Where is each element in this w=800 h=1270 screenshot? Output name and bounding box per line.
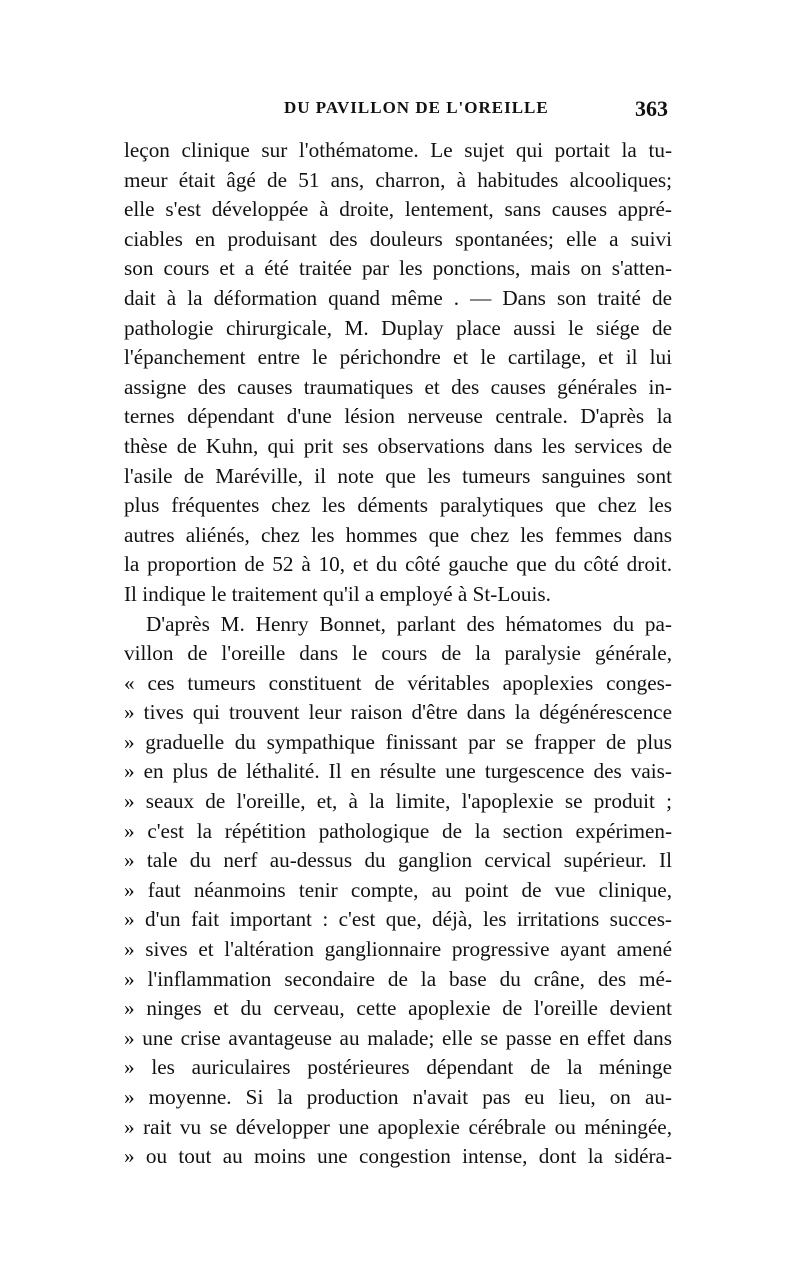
text-line: dait à la déformation quand même . — Dans son traité de xyxy=(124,285,672,310)
text-line: » une crise avantageuse au malade; elle se passe en effet dans xyxy=(124,1025,672,1050)
text-line: plus fréquentes chez les déments paralytiques que chez les xyxy=(124,493,672,518)
text-line: » c'est la répétition pathologique de la section expérimen- xyxy=(124,818,672,843)
text-line: leçon clinique sur l'othématome. Le sujet qui portait la tu- xyxy=(124,138,672,162)
text-line: » sives et l'altération ganglionnaire progressive ayant amené xyxy=(124,937,672,962)
text-line: autres aliénés, chez les hommes que chez les femmes dans xyxy=(124,522,672,547)
text-line: elle s'est développée à droite, lentement, sans causes appré- xyxy=(124,197,672,222)
text-line: » rait vu se développer une apoplexie cérébrale ou méningée, xyxy=(124,1114,672,1139)
text-line: l'épanchement entre le périchondre et le cartilage, et il lui xyxy=(124,345,672,370)
text-line: » en plus de léthalité. Il en résulte une turgescence des vais- xyxy=(124,759,672,784)
text-line: meur était âgé de 51 ans, charron, à habitudes alcooliques; xyxy=(124,167,672,192)
text-line: » graduelle du sympathique finissant par se frapper de plus xyxy=(124,729,672,754)
text-line: » d'un fait important : c'est que, déjà, les irritations succes- xyxy=(124,907,672,932)
body-text xyxy=(124,136,672,1172)
text-line: » l'inflammation secondaire de la base du crâne, des mé- xyxy=(124,966,672,991)
text-line: » seaux de l'oreille, et, à la limite, l'apoplexie se produit ; xyxy=(124,789,672,814)
paragraph-container xyxy=(124,136,672,1172)
text-line: » tale du nerf au-dessus du ganglion cervical supérieur. Il xyxy=(124,848,672,873)
text-line: l'asile de Maréville, il note que les tumeurs sanguines sont xyxy=(124,463,672,488)
text-line: la proportion de 52 à 10, et du côté gauche que du côté droit. xyxy=(124,552,672,577)
text-line: thèse de Kuhn, qui prit ses observations dans les services de xyxy=(124,433,672,458)
page-number: 363 xyxy=(635,96,668,121)
text-line: « ces tumeurs constituent de véritables apoplexies conges- xyxy=(124,670,672,695)
text-line: » ou tout au moins une congestion intense, dont la sidéra- xyxy=(124,1144,672,1169)
text-line: pathologie chirurgicale, M. Duplay place aussi le siége de xyxy=(124,315,672,340)
text-line: assigne des causes traumatiques et des causes générales in- xyxy=(124,374,672,399)
running-title: DU PAVILLON DE L'OREILLE xyxy=(284,98,549,117)
text-line: » tives qui trouvent leur raison d'être dans la dégénérescence xyxy=(124,700,672,725)
text-line: ciables en produisant des douleurs spontanées; elle a suivi xyxy=(124,226,672,251)
text-line: » les auriculaires postérieures dépendant de la méninge xyxy=(124,1055,672,1080)
text-line: » faut néanmoins tenir compte, au point de vue clinique, xyxy=(124,877,672,902)
running-header xyxy=(124,96,672,128)
text-line: D'après M. Henry Bonnet, parlant des hématomes du pa- xyxy=(146,611,672,636)
text-line: ternes dépendant d'une lésion nerveuse centrale. D'après la xyxy=(124,404,672,429)
text-line: » moyenne. Si la production n'avait pas eu lieu, on au- xyxy=(124,1085,672,1109)
paragraph xyxy=(124,610,672,1172)
text-line: Il indique le traitement qu'il a employé à St-Louis. xyxy=(124,581,551,606)
paragraph xyxy=(124,136,672,610)
text-line: » ninges et du cerveau, cette apoplexie de l'oreille devient xyxy=(124,996,672,1021)
text-line: villon de l'oreille dans le cours de la paralysie générale, xyxy=(124,641,672,666)
text-line: son cours et a été traitée par les ponctions, mais on s'atten- xyxy=(124,256,672,281)
